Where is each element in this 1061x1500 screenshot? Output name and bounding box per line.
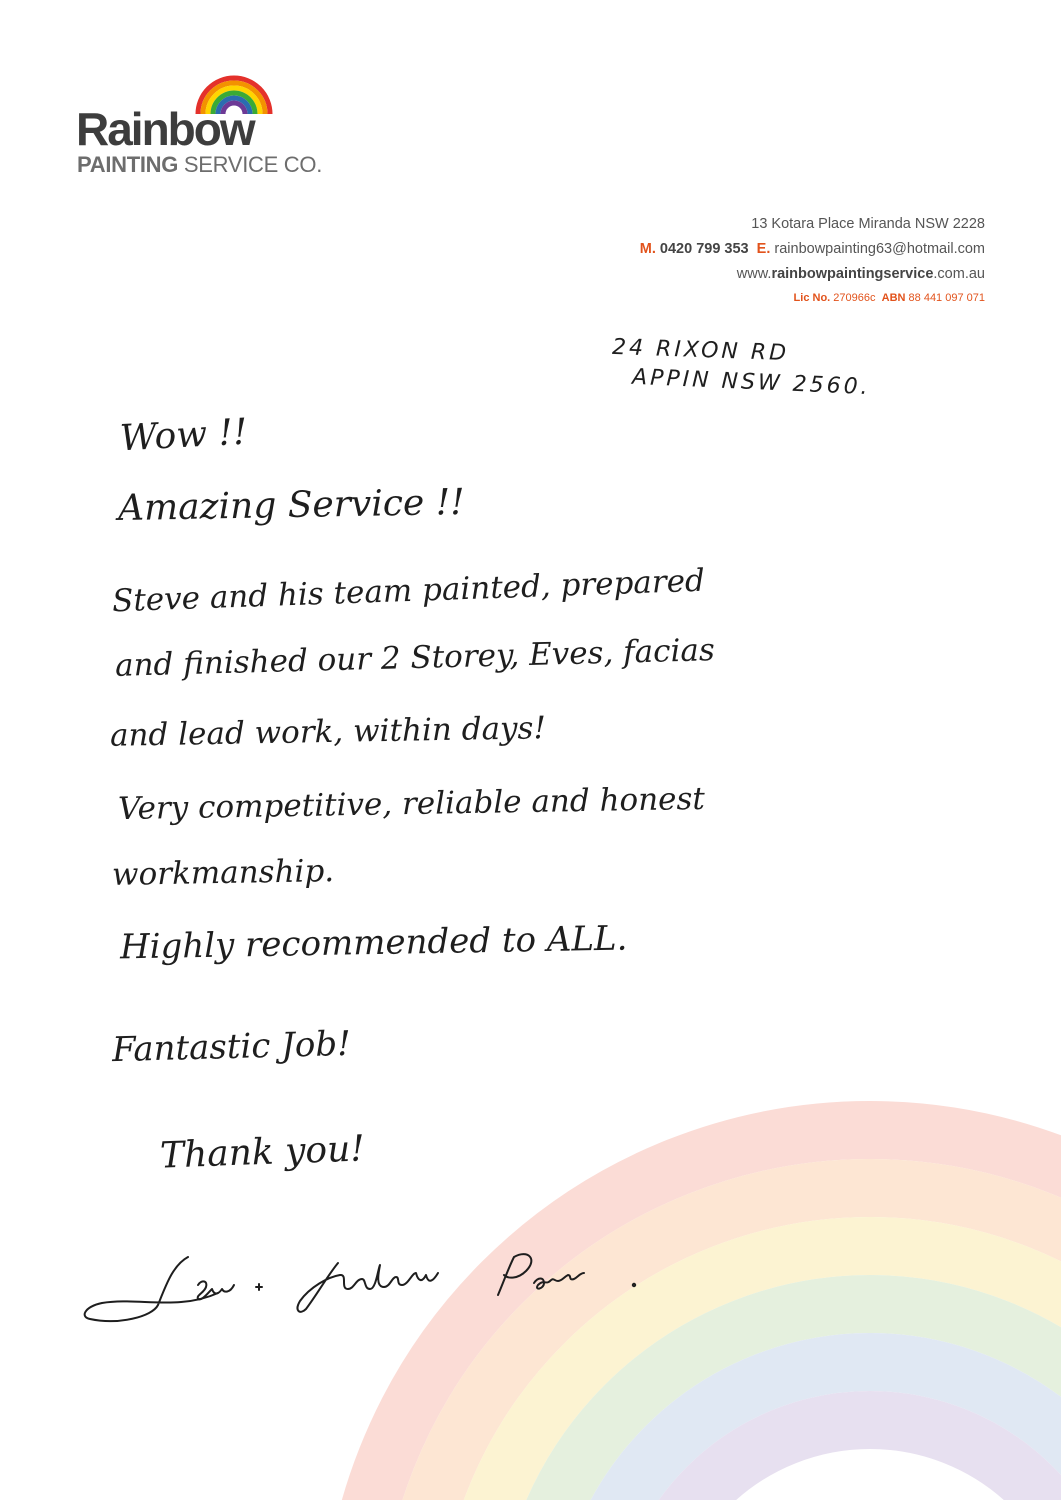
logo-wordmark: Rainbow [76,103,254,155]
website-prefix: www. [736,266,772,282]
letter-line-8: Highly recommended to ALL. [119,918,628,968]
email-label: E. [756,241,771,257]
customer-address-line-2: APPIN NSW 2560. [631,364,872,401]
website-line [640,262,985,287]
license-label: Lic No. [793,292,831,304]
letter-line-9: Fantastic Job! [111,1023,352,1071]
letter-line-7: workmanship. [111,853,335,893]
letter-line-10: Thank you! [159,1128,366,1177]
website-suffix: .com.au [933,266,985,282]
logo-subtitle [77,154,322,176]
letter-line-3: Steve and his team painted, prepared [111,562,706,620]
letter-line-6: Very competitive, reliable and honest [117,780,706,828]
phone-email-line [640,237,985,262]
company-logo [76,74,336,184]
letter-line-1: Wow !! [118,411,249,460]
logo-subtitle-bold: PAINTING [77,152,179,177]
contact-block [640,212,985,309]
license-line [640,287,985,309]
mobile-label: M. [639,241,656,257]
letter-line-5: and lead work, within days! [109,710,547,754]
mobile-number: 0420 799 353 [659,241,749,257]
letter-line-4: and finished our 2 Storey, Eves, facias [114,632,716,684]
logo-subtitle-rest: SERVICE CO. [178,152,323,177]
handwritten-signature [78,1245,678,1335]
website-domain: rainbowpaintingservice [771,266,934,282]
license-number: 270966c [833,292,876,304]
letter-line-2: Amazing Service !! [117,481,465,530]
abn-number: 88 441 097 071 [908,292,985,304]
email-address: rainbowpainting63@hotmail.com [774,241,985,257]
abn-label: ABN [881,292,906,304]
company-address: 13 Kotara Place Miranda NSW 2228 [751,216,985,232]
customer-address-line-1: 24 RIXON RD [611,334,790,367]
